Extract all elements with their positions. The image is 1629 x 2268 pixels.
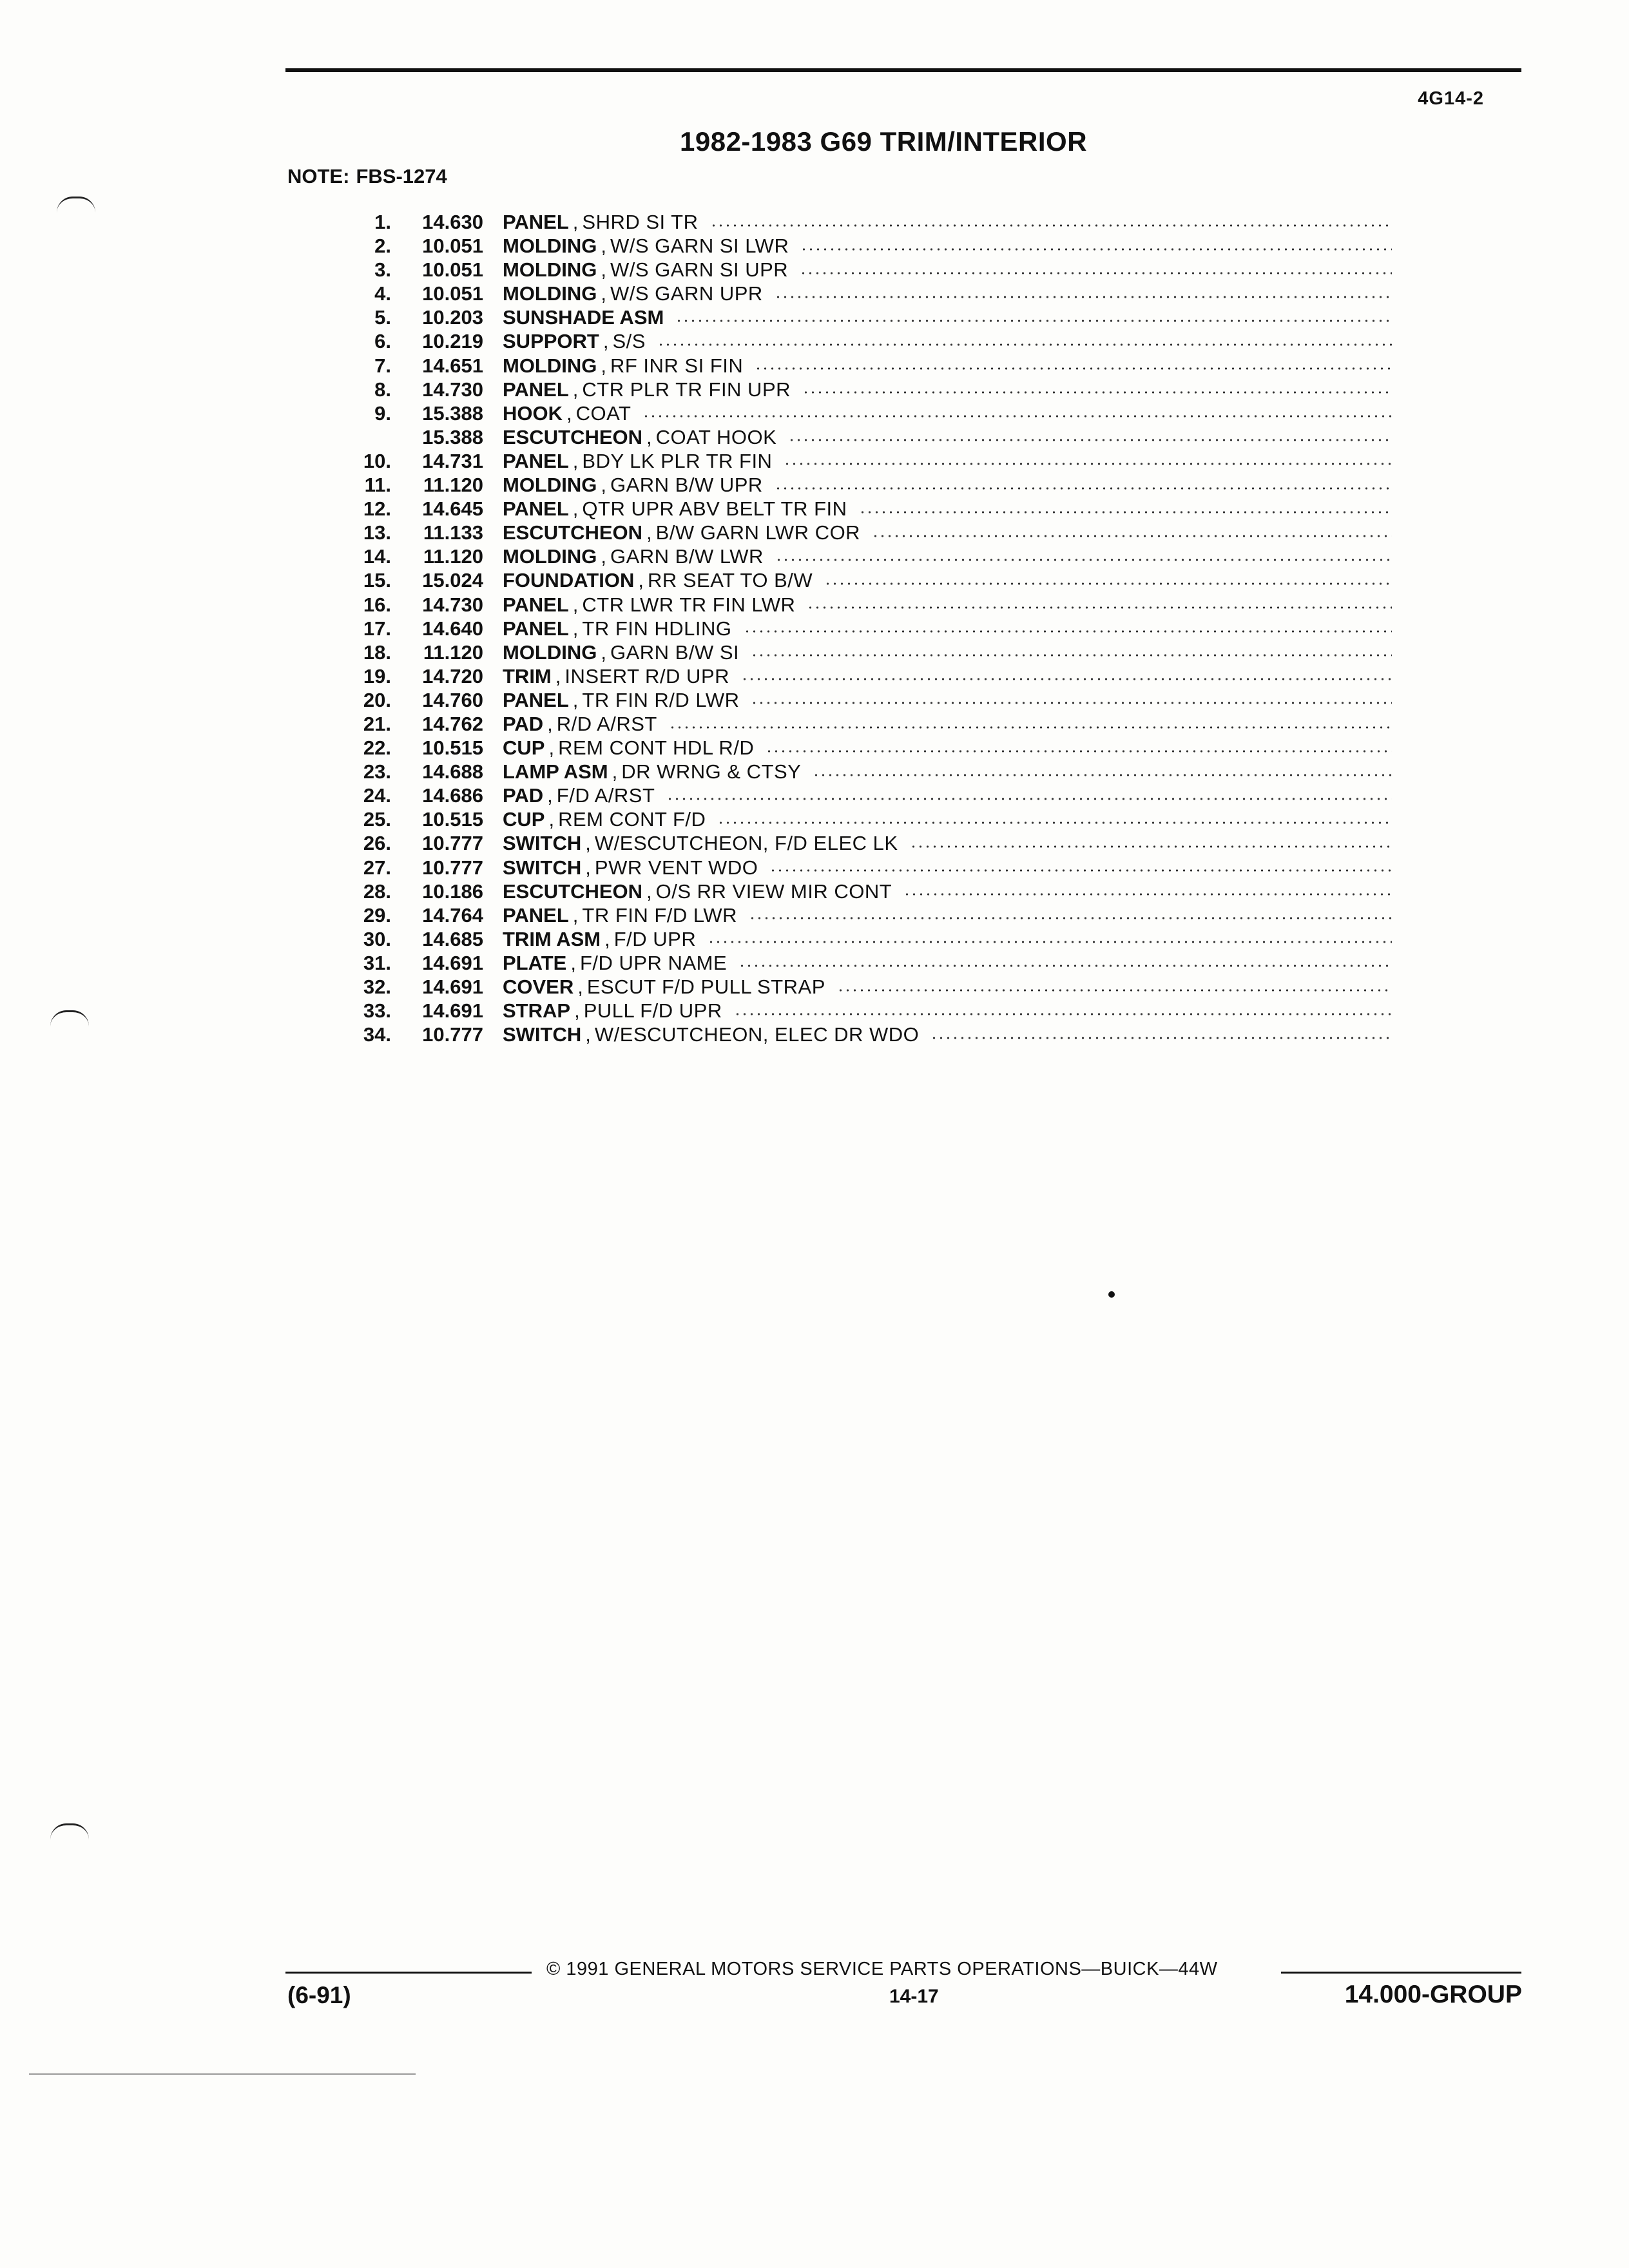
part-row [284,831,1392,855]
separator: , [547,712,553,735]
part-row [284,282,1392,305]
part-name: PANEL [503,903,569,927]
group-number: 10.051 [422,282,483,305]
dot-leader [741,678,1392,680]
dot-leader [744,630,1392,633]
group-number: 14.760 [422,688,483,711]
part-detail: W/ESCUTCHEON, F/D ELEC LK [594,832,898,855]
group-number: 14.720 [422,664,483,687]
part-detail: REM CONT HDL R/D [558,736,755,760]
separator: , [601,354,606,377]
part-description [503,210,1392,234]
dot-leader [930,1037,1392,1039]
separator: , [601,474,606,497]
dot-leader [784,463,1392,465]
part-description [503,736,1392,760]
group-number: 14.630 [422,211,483,233]
part-row [284,568,1392,592]
part-name: SUNSHADE ASM [503,306,664,329]
footer-rule-right [1281,1972,1521,1974]
part-detail: O/S RR VIEW MIR CONT [655,879,892,903]
dot-leader [813,774,1392,776]
dot-leader [769,869,1392,872]
part-detail: PULL F/D UPR [583,999,722,1023]
part-description [503,760,1392,783]
group-number: 14.730 [422,378,483,401]
item-number: 7. [374,354,391,377]
group-number: 15.388 [422,401,483,425]
separator: , [572,211,579,233]
part-detail: PWR VENT WDO [594,856,758,879]
group-number: 10.051 [422,235,483,258]
part-detail: S/S [612,330,646,353]
part-name: CUP [503,736,545,760]
separator: , [566,401,572,425]
dot-leader [749,917,1392,919]
dot-leader [751,654,1392,657]
part-description [503,473,1392,497]
separator: , [601,258,606,282]
part-description [503,354,1392,378]
separator: , [646,425,652,448]
part-detail: REM CONT F/D [558,808,706,831]
dot-leader [903,893,1392,896]
group-number: 14.764 [422,903,483,927]
separator: , [585,832,591,855]
part-detail: GARN B/W UPR [610,474,763,497]
scan-edge-line [29,2073,416,2075]
revision-date: (6-91) [287,1982,351,2008]
part-name: PANEL [503,211,569,233]
group-number: 11.120 [423,474,483,497]
scan-speck [1108,1291,1115,1298]
separator: , [585,1023,591,1046]
dot-leader [775,487,1392,490]
separator: , [574,999,580,1023]
item-number: 20. [363,688,391,711]
footer-rule-left [285,1972,532,1974]
copyright-notice: © 1991 GENERAL MOTORS SERVICE PARTS OPERATIONS—BUICK—44W [546,1959,1218,1979]
part-row [284,783,1392,807]
note [287,165,447,188]
header-rule [285,68,1521,72]
item-number: 22. [363,736,391,760]
part-row [284,999,1392,1023]
part-description [503,305,1392,329]
part-row [284,258,1392,282]
item-number: 3. [374,258,391,282]
dot-leader [717,822,1392,824]
dot-leader [751,702,1392,704]
dot-leader [837,989,1392,992]
dot-leader [642,415,1392,418]
page-number: 14-17 [889,1986,939,2007]
part-name: PAD [503,784,544,807]
note-label: NOTE: [287,165,350,187]
part-name: PANEL [503,497,569,521]
separator: , [638,569,644,592]
part-name: SWITCH [503,832,582,855]
dot-leader [800,248,1392,251]
part-description [503,282,1392,305]
group-number: 10.515 [422,808,483,831]
separator: , [646,879,652,903]
item-number: 34. [363,1023,391,1046]
part-name: STRAP [503,999,571,1023]
group-number: 14.730 [422,593,483,616]
item-number: 11. [364,474,391,497]
item-number: 24. [363,784,391,807]
separator: , [601,640,606,664]
item-number: 23. [363,760,391,783]
part-detail: CTR LWR TR FIN LWR [582,593,796,616]
item-number: 14. [363,545,391,568]
part-name: FOUNDATION [503,569,635,592]
part-detail: ESCUT F/D PULL STRAP [586,975,825,998]
part-row [284,903,1392,927]
part-name: MOLDING [503,640,597,664]
item-number: 19. [363,664,391,687]
part-row [284,210,1392,234]
part-row [284,640,1392,664]
part-row [284,378,1392,401]
separator: , [585,856,591,879]
part-row [284,521,1392,544]
part-name: PANEL [503,593,569,616]
separator: , [601,235,606,258]
part-name: ESCUTCHEON [503,425,643,448]
part-name: PAD [503,712,544,735]
part-detail: INSERT R/D UPR [564,664,730,687]
item-number: 15. [363,569,391,592]
part-name: PANEL [503,688,569,711]
part-detail: R/D A/RST [556,712,657,735]
item-number: 4. [374,282,391,305]
parts-list [284,210,1392,1046]
item-number: 2. [374,235,391,258]
dot-leader [669,726,1392,729]
dot-leader [775,296,1392,298]
group-number: 10.186 [422,879,483,903]
dot-leader [675,320,1392,322]
part-detail: W/S GARN SI UPR [610,258,789,282]
item-number: 1. [374,211,391,233]
part-name: PANEL [503,449,569,472]
separator: , [548,808,555,831]
part-name: ESCUTCHEON [503,521,643,544]
part-row [284,617,1392,640]
part-description [503,521,1392,544]
part-name: MOLDING [503,474,597,497]
part-description [503,927,1392,951]
dot-leader [775,559,1392,561]
part-description [503,712,1392,736]
part-description [503,617,1392,640]
punch-hole-mark [57,197,95,213]
group-number: 10.777 [422,832,483,855]
group-number: 14.686 [422,784,483,807]
part-row [284,879,1392,903]
separator: , [572,449,579,472]
item-number: 33. [363,999,391,1023]
dot-leader [755,367,1392,370]
part-detail: RF INR SI FIN [610,354,744,377]
part-description [503,640,1392,664]
part-description [503,378,1392,401]
part-name: PLATE [503,951,567,974]
separator: , [572,378,579,401]
group-number: 11.120 [423,545,483,568]
group-number: 15.024 [422,569,483,592]
separator: , [570,951,576,974]
dot-leader [824,582,1392,585]
part-detail: GARN B/W LWR [610,545,764,568]
part-description [503,999,1392,1023]
part-description [503,783,1392,807]
part-description [503,544,1392,568]
separator: , [601,545,606,568]
part-row [284,593,1392,617]
item-number: 5. [374,306,391,329]
part-detail: CTR PLR TR FIN UPR [582,378,791,401]
part-name: PANEL [503,378,569,401]
part-description [503,593,1392,617]
part-name: ESCUTCHEON [503,879,643,903]
separator: , [572,688,579,711]
part-row [284,329,1392,353]
part-name: MOLDING [503,235,597,258]
separator: , [548,736,555,760]
group-number: 10.203 [422,306,483,329]
part-name: MOLDING [503,545,597,568]
part-detail: COAT [575,401,631,425]
part-row [284,856,1392,879]
part-row [284,425,1392,449]
part-name: MOLDING [503,354,597,377]
group-number: 14.691 [422,975,483,998]
separator: , [572,617,579,640]
group-number: 10.051 [422,258,483,282]
part-description [503,856,1392,879]
part-description [503,664,1392,688]
group-number: 10.219 [422,330,483,353]
part-name: HOOK [503,401,563,425]
page-code: 4G14-2 [1418,88,1484,109]
item-number: 12. [363,497,391,521]
part-description [503,807,1392,831]
group-number: 14.640 [422,617,483,640]
part-detail: TR FIN R/D LWR [582,688,740,711]
item-number: 10. [363,449,391,472]
part-name: COVER [503,975,574,998]
item-number: 6. [374,330,391,353]
separator: , [547,784,553,807]
part-row [284,401,1392,425]
group-number: 14.688 [422,760,483,783]
separator: , [572,497,579,521]
item-number: 32. [363,975,391,998]
part-name: TRIM [503,664,552,687]
dot-leader [766,750,1392,753]
dot-leader [734,1013,1392,1015]
part-detail: GARN B/W SI [610,640,740,664]
separator: , [572,593,579,616]
item-number: 29. [363,903,391,927]
group-number: 14.645 [422,497,483,521]
item-number: 21. [363,712,391,735]
part-row [284,927,1392,951]
dot-leader [910,845,1392,848]
separator: , [646,521,652,544]
group-number: 11.120 [423,640,483,664]
item-number: 13. [363,521,391,544]
part-description [503,497,1392,521]
separator: , [604,927,610,950]
part-description [503,449,1392,473]
dot-leader [859,511,1392,514]
part-row [284,736,1392,760]
separator: , [572,903,579,927]
part-name: TRIM ASM [503,927,601,950]
part-description [503,258,1392,282]
dot-leader [738,965,1392,967]
item-number: 17. [363,617,391,640]
separator: , [602,330,609,353]
group-number: 10.777 [422,1023,483,1046]
part-row [284,234,1392,258]
group-number: 14.651 [422,354,483,377]
part-description [503,879,1392,903]
item-number: 9. [374,401,391,425]
part-detail: B/W GARN LWR COR [655,521,861,544]
part-description [503,688,1392,712]
group-number: 14.691 [422,951,483,974]
separator: , [577,975,583,998]
part-detail: F/D UPR [613,927,697,950]
part-row [284,497,1392,521]
part-description [503,951,1392,975]
separator: , [555,664,561,687]
group-number: 10.515 [422,736,483,760]
part-description [503,401,1392,425]
part-description [503,903,1392,927]
dot-leader [872,535,1392,537]
part-row [284,688,1392,712]
part-name: PANEL [503,617,569,640]
part-description [503,425,1392,449]
item-number: 25. [363,808,391,831]
part-row [284,975,1392,999]
part-name: SWITCH [503,1023,582,1046]
dot-leader [710,224,1392,227]
item-number: 18. [363,640,391,664]
part-name: SWITCH [503,856,582,879]
part-detail: W/ESCUTCHEON, ELEC DR WDO [594,1023,920,1046]
dot-leader [802,391,1392,394]
part-detail: SHRD SI TR [582,211,699,233]
group-number: 14.685 [422,927,483,950]
part-name: SUPPORT [503,330,599,353]
page-title: 1982-1983 G69 TRIM/INTERIOR [680,126,1088,157]
dot-leader [800,272,1392,274]
dot-leader [666,798,1392,800]
part-row [284,1023,1392,1046]
item-number: 30. [363,927,391,950]
part-detail: BDY LK PLR TR FIN [582,449,773,472]
part-description [503,831,1392,855]
part-description [503,234,1392,258]
part-description [503,568,1392,592]
part-detail: W/S GARN SI LWR [610,235,789,258]
dot-leader [788,439,1392,441]
group-number: 14.731 [422,449,483,472]
group-label: 14.000-GROUP [1344,1981,1522,2008]
item-number: 27. [363,856,391,879]
part-description [503,329,1392,353]
part-row [284,354,1392,378]
part-detail: TR FIN HDLING [582,617,732,640]
group-number: 15.388 [422,425,483,448]
group-number: 11.133 [423,521,483,544]
item-number: 31. [363,951,391,974]
part-name: MOLDING [503,282,597,305]
punch-hole-mark [50,1823,89,1840]
part-row [284,449,1392,473]
separator: , [612,760,618,783]
part-row [284,544,1392,568]
item-number: 28. [363,879,391,903]
punch-hole-mark [50,1010,89,1026]
part-detail: RR SEAT TO B/W [647,569,813,592]
item-number: 26. [363,832,391,855]
item-number: 16. [363,593,391,616]
part-row [284,807,1392,831]
item-number: 8. [374,378,391,401]
part-description [503,975,1392,999]
separator: , [601,282,606,305]
dot-leader [807,606,1392,609]
part-row [284,305,1392,329]
part-name: MOLDING [503,258,597,282]
group-number: 14.762 [422,712,483,735]
part-row [284,712,1392,736]
part-detail: DR WRNG & CTSY [621,760,802,783]
part-description [503,1023,1392,1046]
part-row [284,951,1392,975]
part-detail: F/D UPR NAME [579,951,728,974]
part-name: CUP [503,808,545,831]
group-number: 10.777 [422,856,483,879]
part-detail: F/D A/RST [556,784,655,807]
dot-leader [708,941,1392,943]
part-row [284,473,1392,497]
part-row [284,760,1392,783]
part-row [284,664,1392,688]
part-detail: W/S GARN UPR [610,282,763,305]
group-number: 14.691 [422,999,483,1023]
dot-leader [657,343,1392,346]
note-reference: FBS-1274 [356,165,447,187]
part-detail: COAT HOOK [655,425,777,448]
part-name: LAMP ASM [503,760,608,783]
part-detail: TR FIN F/D LWR [582,903,738,927]
part-detail: QTR UPR ABV BELT TR FIN [582,497,847,521]
